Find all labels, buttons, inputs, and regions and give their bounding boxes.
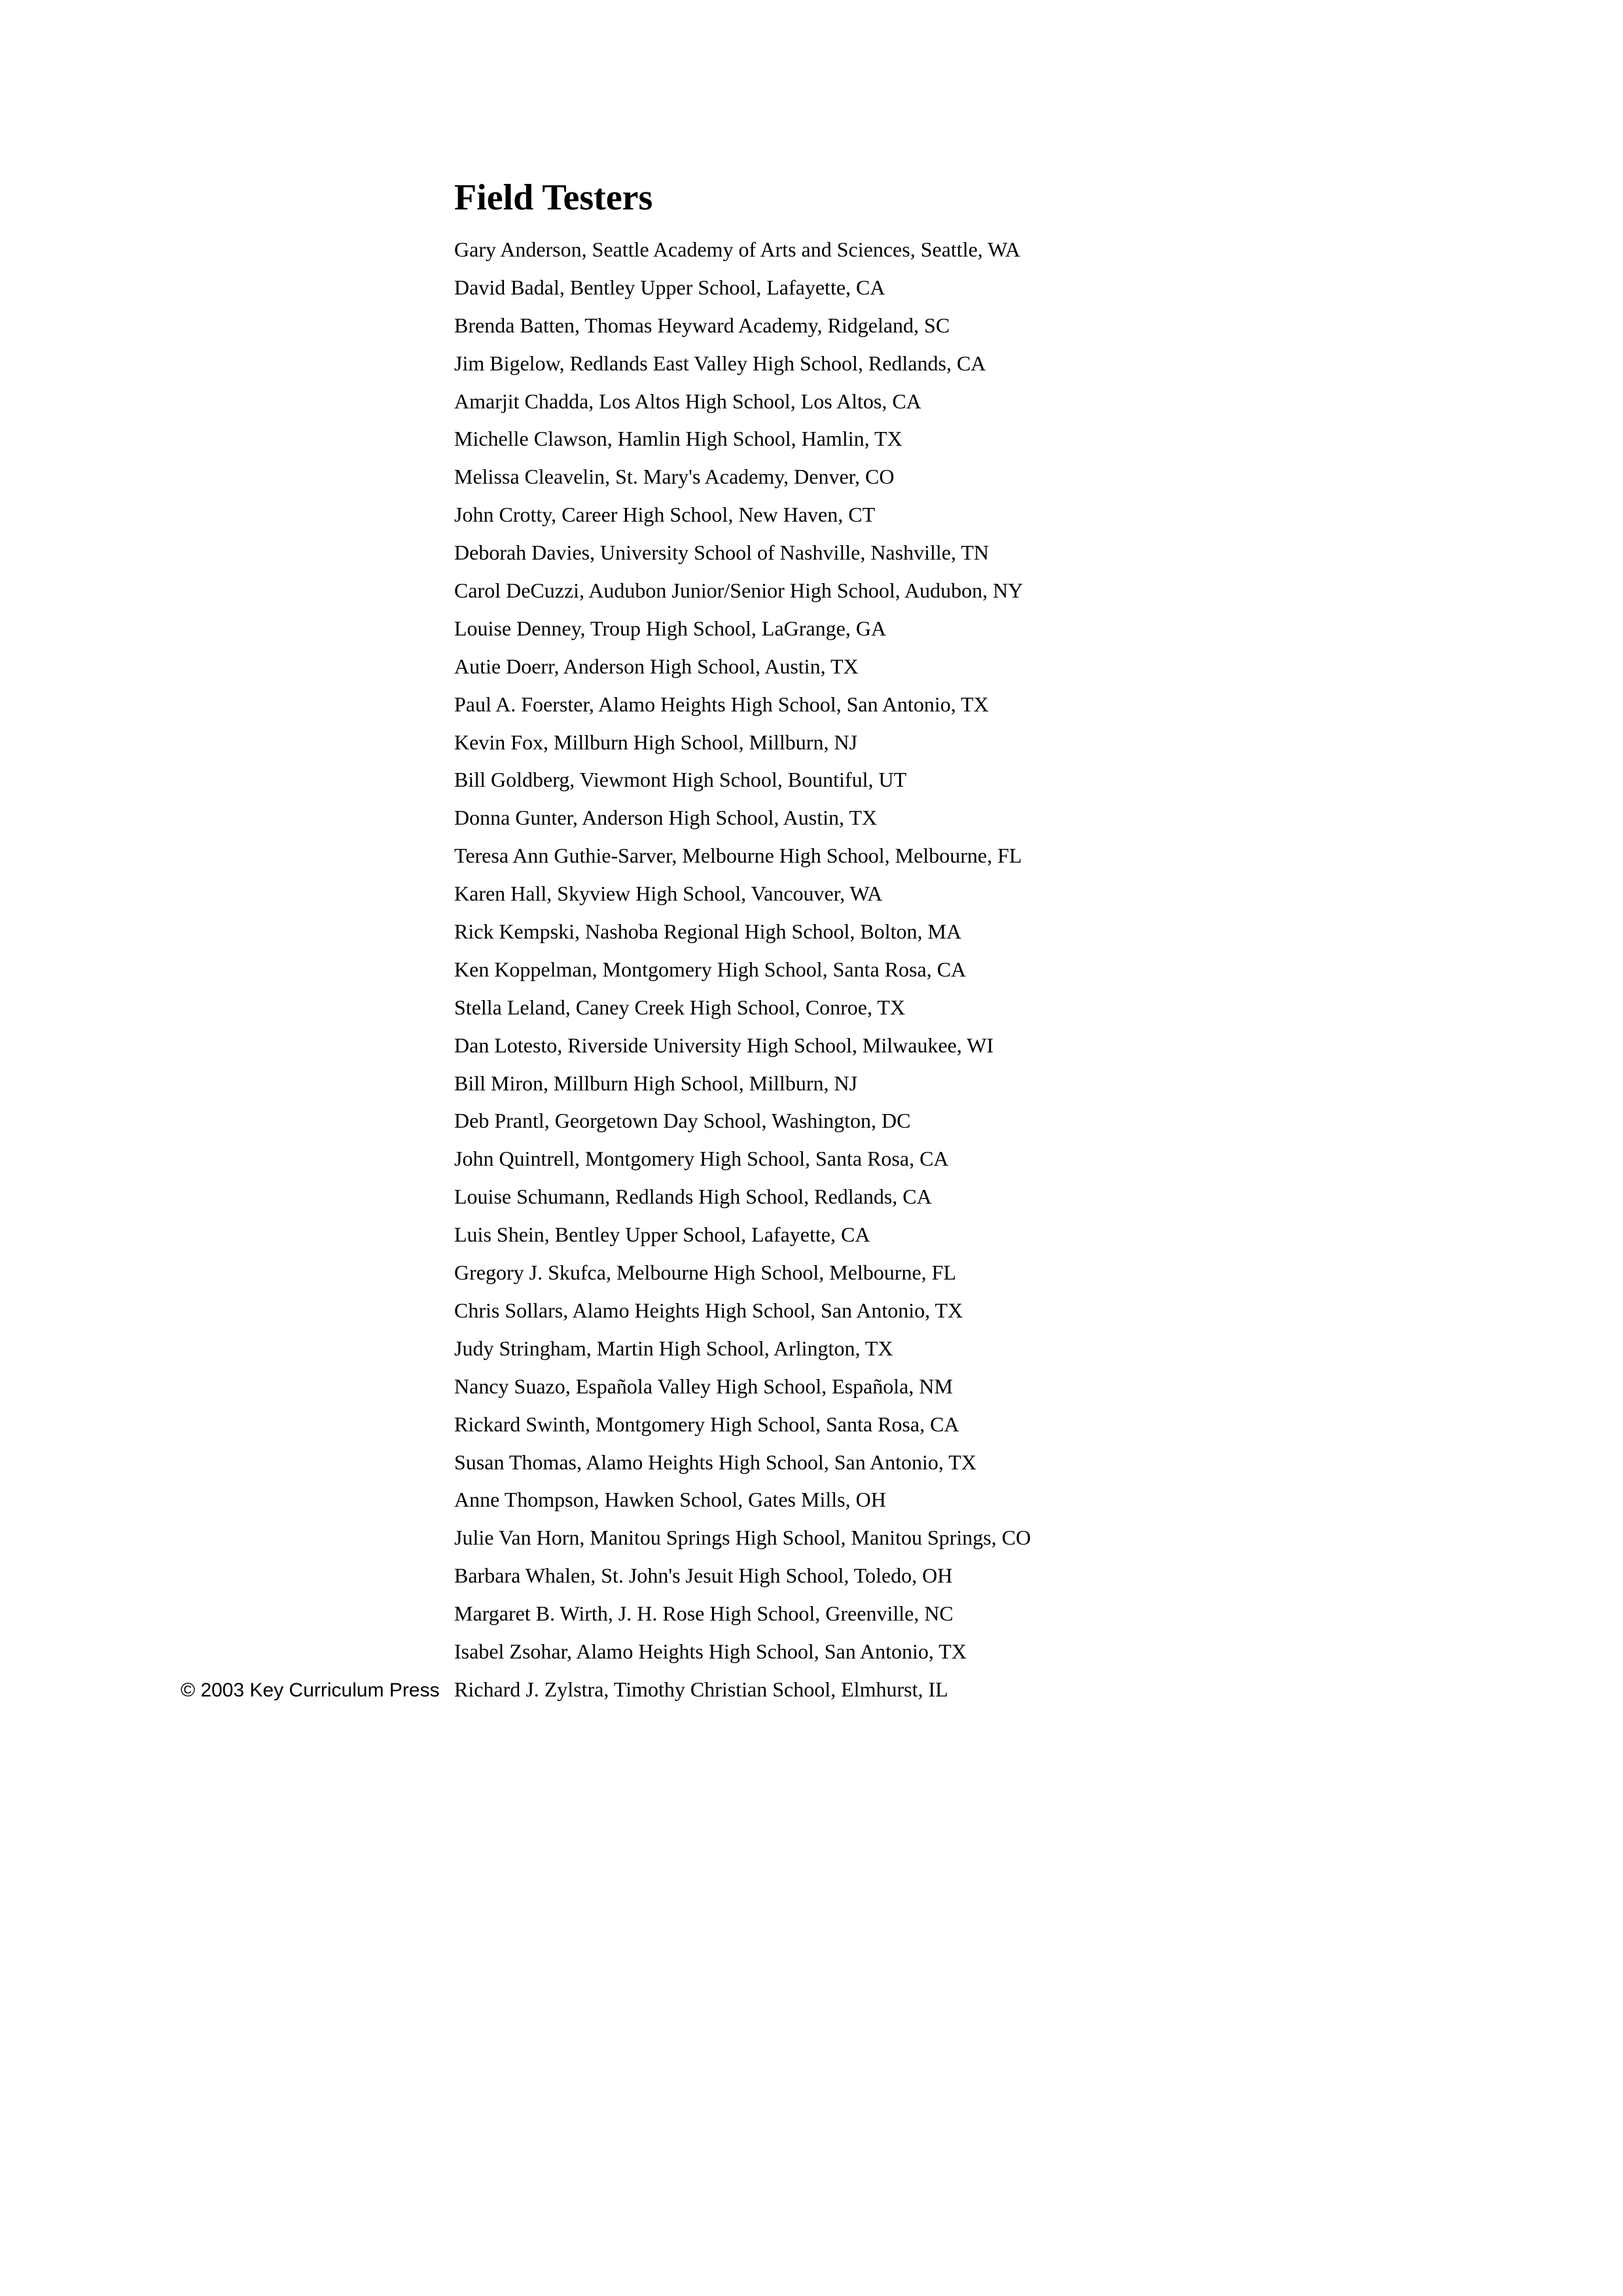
list-item: Richard J. Zylstra, Timothy Christian School, Elmhurst, IL <box>454 1677 948 1701</box>
list-item: Paul A. Foerster, Alamo Heights High School, San Antonio, TX <box>454 692 989 716</box>
field-testers-list <box>454 231 1031 1709</box>
list-item: Michelle Clawson, Hamlin High School, Hamlin, TX <box>454 427 902 451</box>
list-item: Deb Prantl, Georgetown Day School, Washington, DC <box>454 1109 911 1133</box>
list-item: Bill Miron, Millburn High School, Millburn, NJ <box>454 1071 858 1095</box>
list-item: Ken Koppelman, Montgomery High School, Santa Rosa, CA <box>454 957 967 981</box>
list-item: Carol DeCuzzi, Audubon Junior/Senior High School, Audubon, NY <box>454 579 1024 603</box>
list-item: Louise Schumann, Redlands High School, Redlands, CA <box>454 1185 932 1209</box>
page-title: Field Testers <box>454 177 653 218</box>
list-item: Gary Anderson, Seattle Academy of Arts and Sciences, Seattle, WA <box>454 238 1020 261</box>
list-item: Karen Hall, Skyview High School, Vancouver, WA <box>454 882 883 906</box>
list-item: Stella Leland, Caney Creek High School, Conroe, TX <box>454 995 906 1019</box>
list-item: Deborah Davies, University School of Nashville, Nashville, TN <box>454 541 990 565</box>
list-item: Nancy Suazo, Española Valley High School, Española, NM <box>454 1374 953 1398</box>
list-item: Jim Bigelow, Redlands East Valley High School, Redlands, CA <box>454 351 986 375</box>
list-item: John Quintrell, Montgomery High School, Santa Rosa, CA <box>454 1147 949 1171</box>
list-item: Brenda Batten, Thomas Heyward Academy, Ridgeland, SC <box>454 313 950 337</box>
list-item: Dan Lotesto, Riverside University High School, Milwaukee, WI <box>454 1033 994 1057</box>
list-item: David Badal, Bentley Upper School, Lafayette, CA <box>454 275 885 299</box>
list-item: Luis Shein, Bentley Upper School, Lafayette, CA <box>454 1223 870 1247</box>
list-item: Margaret B. Wirth, J. H. Rose High School, Greenville, NC <box>454 1602 954 1626</box>
list-item: Susan Thomas, Alamo Heights High School, San Antonio, TX <box>454 1450 976 1474</box>
list-item: Julie Van Horn, Manitou Springs High School, Manitou Springs, CO <box>454 1526 1031 1550</box>
list-item: Autie Doerr, Anderson High School, Austin, TX <box>454 654 859 678</box>
list-item: Louise Denney, Troup High School, LaGrange, GA <box>454 616 887 640</box>
copyright-notice: © 2003 Key Curriculum Press <box>181 1679 440 1701</box>
list-item: Rick Kempski, Nashoba Regional High School, Bolton, MA <box>454 920 962 944</box>
list-item: John Crotty, Career High School, New Haven, CT <box>454 503 876 527</box>
list-item: Bill Goldberg, Viewmont High School, Bountiful, UT <box>454 768 907 792</box>
list-item: Donna Gunter, Anderson High School, Austin, TX <box>454 806 878 830</box>
list-item: Barbara Whalen, St. John's Jesuit High School, Toledo, OH <box>454 1564 953 1588</box>
list-item: Anne Thompson, Hawken School, Gates Mills, OH <box>454 1488 886 1512</box>
list-item: Gregory J. Skufca, Melbourne High School, Melbourne, FL <box>454 1261 956 1285</box>
list-item: Teresa Ann Guthie-Sarver, Melbourne High School, Melbourne, FL <box>454 844 1022 868</box>
list-item: Rickard Swinth, Montgomery High School, Santa Rosa, CA <box>454 1412 959 1436</box>
list-item: Kevin Fox, Millburn High School, Millburn, NJ <box>454 730 858 754</box>
list-item: Melissa Cleavelin, St. Mary's Academy, Denver, CO <box>454 465 895 489</box>
list-item: Chris Sollars, Alamo Heights High School, San Antonio, TX <box>454 1298 963 1322</box>
list-item: Judy Stringham, Martin High School, Arlington, TX <box>454 1336 893 1360</box>
list-item: Isabel Zsohar, Alamo Heights High School, San Antonio, TX <box>454 1639 967 1663</box>
list-item: Amarjit Chadda, Los Altos High School, Los Altos, CA <box>454 389 921 413</box>
